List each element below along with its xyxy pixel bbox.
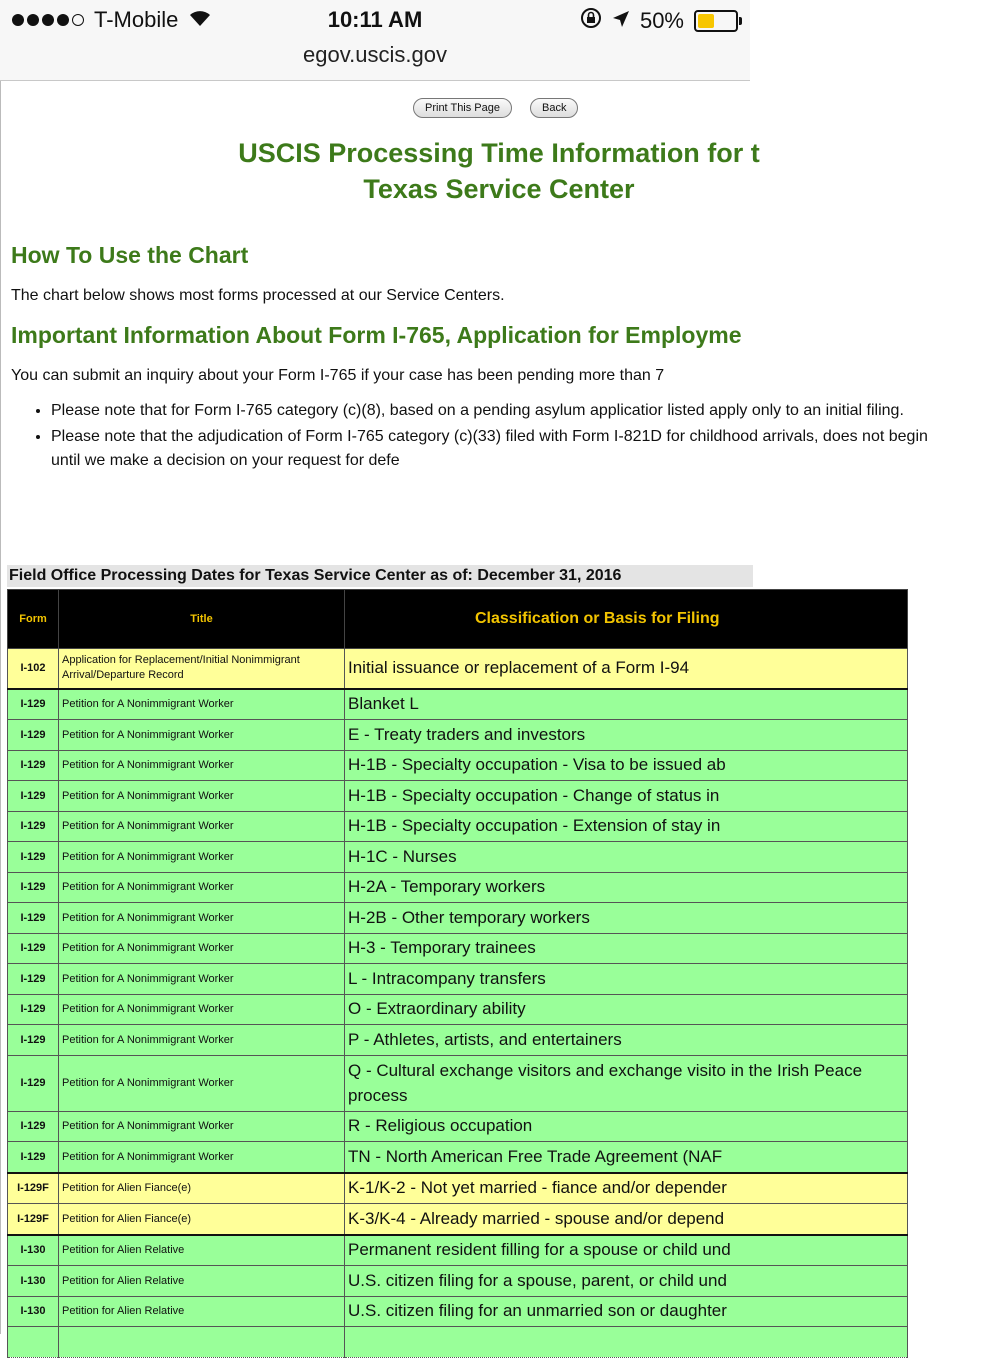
table-row [8, 1266, 908, 1297]
form-cell: I-129 [8, 903, 59, 934]
classification-cell: Q - Cultural exchange visitors and exchange visito in the Irish Peace process [345, 1055, 908, 1111]
classification-cell: K-1/K-2 - Not yet married - fiance and/or depender [345, 1173, 908, 1204]
form-cell: I-129F [8, 1173, 59, 1204]
classification-cell: H-1B - Specialty occupation - Extension of stay in [345, 811, 908, 842]
table-row [8, 1296, 908, 1327]
form-cell: I-102 [8, 649, 59, 689]
page-title [1, 135, 997, 207]
title-cell: Petition for A Nonimmigrant Worker [59, 720, 345, 751]
header-classification: Classification or Basis for Filing [345, 590, 908, 649]
form-cell: I-129 [8, 1142, 59, 1173]
how-to-text: The chart below shows most forms processed at our Service Centers. [11, 287, 505, 304]
table-row [8, 1173, 908, 1204]
title-cell: Petition for Alien Relative [59, 1296, 345, 1327]
print-page-button[interactable]: Print This Page [413, 98, 512, 118]
title-cell: Petition for A Nonimmigrant Worker [59, 1142, 345, 1173]
table-row [8, 649, 908, 689]
table-row [8, 964, 908, 995]
classification-cell: L - Intracompany transfers [345, 964, 908, 995]
title-cell: Petition for Alien Relative [59, 1266, 345, 1297]
table-row [8, 720, 908, 751]
classification-cell: Initial issuance or replacement of a Form I-94 [345, 649, 908, 689]
how-to-heading: How To Use the Chart [11, 242, 249, 268]
important-heading: Important Information About Form I-765, Application for Employme [11, 322, 742, 348]
important-text: You can submit an inquiry about your Form I-765 if your case has been pending more than 7 [11, 367, 665, 384]
title-cell: Petition for A Nonimmigrant Worker [59, 842, 345, 873]
form-cell: I-129 [8, 994, 59, 1025]
table-row [8, 750, 908, 781]
table-row [8, 903, 908, 934]
table-row [8, 1235, 908, 1266]
classification-cell: H-1B - Specialty occupation - Visa to be issued ab [345, 750, 908, 781]
table-row [8, 933, 908, 964]
carrier-name: T-Mobile [94, 7, 179, 32]
web-page [0, 81, 928, 1334]
form-cell: I-129 [8, 1025, 59, 1056]
classification-cell: H-1C - Nurses [345, 842, 908, 873]
table-row [8, 1055, 908, 1111]
table-row [8, 689, 908, 720]
title-cell: Petition for Alien Relative [59, 1235, 345, 1266]
note-item: • Please note that the adjudication of Form I-765 category (c)(33) filed with Form I-821D for childhood arrivals, does not begin until we make a decision on your request for defe [51, 425, 951, 473]
classification-cell: E - Treaty traders and investors [345, 720, 908, 751]
title-cell: Petition for A Nonimmigrant Worker [59, 903, 345, 934]
table-row [8, 811, 908, 842]
title-cell: Petition for A Nonimmigrant Worker [59, 1025, 345, 1056]
header-title: Title [59, 590, 345, 649]
classification-cell: H-2B - Other temporary workers [345, 903, 908, 934]
table-row [8, 1111, 908, 1142]
battery-percent: 50% [639, 8, 684, 33]
classification-cell: R - Religious occupation [345, 1111, 908, 1142]
form-cell: I-129 [8, 872, 59, 903]
classification-cell: H-2A - Temporary workers [345, 872, 908, 903]
classification-cell: U.S. citizen filing for an unmarried son or daughter [345, 1296, 908, 1327]
form-cell: I-130 [8, 1296, 59, 1327]
form-cell: I-129 [8, 964, 59, 995]
title-cell: Petition for A Nonimmigrant Worker [59, 781, 345, 812]
title-cell: Petition for A Nonimmigrant Worker [59, 811, 345, 842]
form-cell: I-129 [8, 1055, 59, 1111]
table-row [8, 1025, 908, 1056]
address-bar[interactable] [0, 40, 750, 81]
clock: 10:11 AM [327, 7, 423, 32]
table-row [8, 842, 908, 873]
form-cell: I-129 [8, 842, 59, 873]
location-arrow-icon [612, 8, 630, 34]
url-text: egov.uscis.gov [303, 42, 447, 67]
classification-cell: H-1B - Specialty occupation - Change of status in [345, 781, 908, 812]
title-cell: Petition for Alien Fiance(e) [59, 1173, 345, 1204]
form-cell: I-129 [8, 750, 59, 781]
title-cell: Petition for A Nonimmigrant Worker [59, 1111, 345, 1142]
important-notes [31, 399, 951, 475]
form-cell: I-130 [8, 1266, 59, 1297]
title-cell: Petition for A Nonimmigrant Worker [59, 994, 345, 1025]
page-title-line2: Texas Service Center [363, 174, 635, 204]
status-right-group [580, 7, 738, 35]
form-cell: I-129 [8, 781, 59, 812]
title-cell: Petition for A Nonimmigrant Worker [59, 689, 345, 720]
page-title-line1: USCIS Processing Time Information for t [238, 138, 760, 168]
orientation-lock-icon [580, 7, 602, 35]
title-cell: Petition for A Nonimmigrant Worker [59, 933, 345, 964]
form-cell: I-130 [8, 1235, 59, 1266]
classification-cell: K-3/K-4 - Already married - spouse and/or depend [345, 1204, 908, 1235]
classification-cell: O - Extraordinary ability [345, 994, 908, 1025]
battery-fill [698, 14, 714, 28]
classification-cell: Blanket L [345, 689, 908, 720]
title-cell: Petition for Alien Fiance(e) [59, 1204, 345, 1235]
classification-cell: U.S. citizen filing for a spouse, parent, or child und [345, 1266, 908, 1297]
form-cell: I-129 [8, 1111, 59, 1142]
table-row [8, 1327, 908, 1358]
classification-cell: P - Athletes, artists, and entertainers [345, 1025, 908, 1056]
table-header-row [8, 590, 908, 649]
classification-cell: Permanent resident filling for a spouse or child und [345, 1235, 908, 1266]
table-row [8, 1142, 908, 1173]
table-row [8, 994, 908, 1025]
note-item: • Please note that for Form I-765 category (c)(8), based on a pending asylum applicatior listed apply only to an initial filing. [51, 399, 951, 423]
processing-times-table [7, 589, 908, 1358]
classification-cell: TN - North American Free Trade Agreement (NAF [345, 1142, 908, 1173]
table-row [8, 872, 908, 903]
title-cell: Petition for A Nonimmigrant Worker [59, 750, 345, 781]
header-form: Form [8, 590, 59, 649]
table-row [8, 781, 908, 812]
title-cell: Petition for A Nonimmigrant Worker [59, 964, 345, 995]
form-cell: I-129 [8, 933, 59, 964]
title-cell: Application for Replacement/Initial Nonimmigrant Arrival/Departure Record [59, 649, 345, 689]
title-cell: Petition for A Nonimmigrant Worker [59, 1055, 345, 1111]
page-actions [413, 98, 578, 118]
form-cell: I-129 [8, 811, 59, 842]
form-cell: I-129 [8, 689, 59, 720]
table-caption: Field Office Processing Dates for Texas Service Center as of: December 31, 2016 [7, 565, 753, 587]
classification-cell: H-3 - Temporary trainees [345, 933, 908, 964]
title-cell: Petition for A Nonimmigrant Worker [59, 872, 345, 903]
table-row [8, 1204, 908, 1235]
form-cell: I-129 [8, 720, 59, 751]
back-button[interactable]: Back [530, 98, 578, 118]
status-bar [0, 0, 750, 40]
form-cell: I-129F [8, 1204, 59, 1235]
battery-icon [694, 10, 738, 32]
